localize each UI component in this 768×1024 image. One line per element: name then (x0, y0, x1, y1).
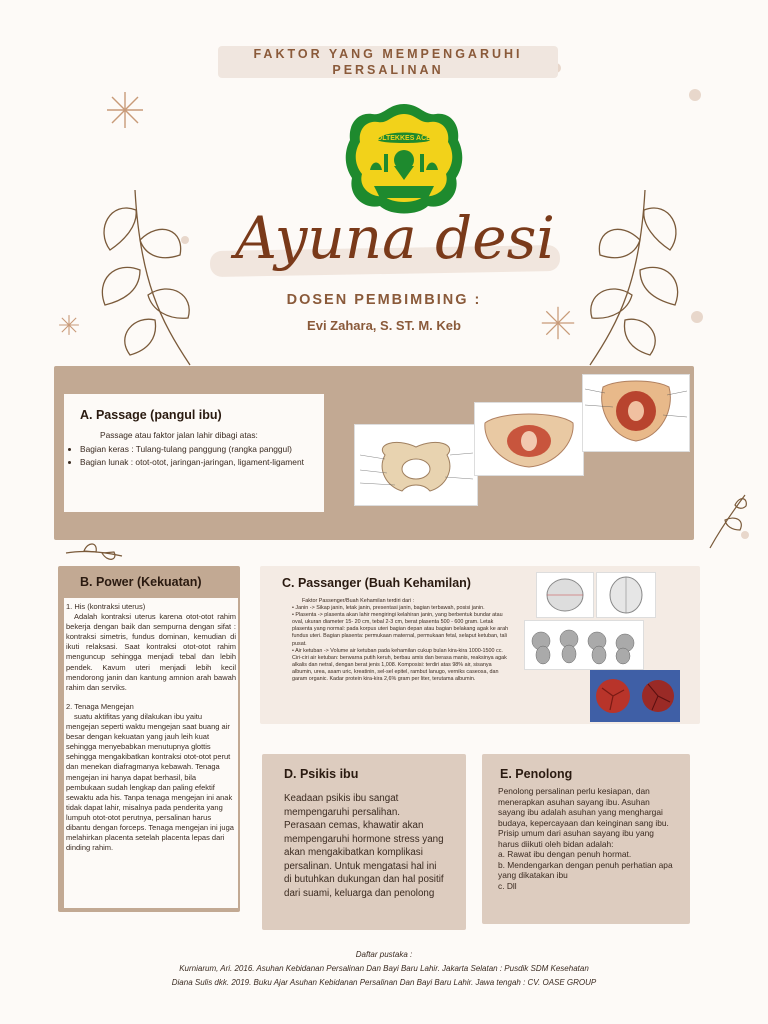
power-content (66, 602, 236, 853)
power-his-heading: 1. His (kontraksi uterus) (66, 602, 146, 611)
sparkle-icon (540, 305, 576, 341)
passanger-line: • Air ketuban -> Volume air ketuban pada kehamilan cukup bulan kira-kira 1000-1500 cc. Ciri-ciri air ketuban: berwarna putih keruh, berbau amis dan berasa manis, reaksinya agak alkalis dan netral, dengan berat jenis 1,008. Komposisi: terdiri atas 98% air, sisanya albumin, urea, asam uric, kreatinin, sel-sel epitel, rambut lanugo, verniks caseosa, dan garam organic. Kadar protein kira-kira 2,6% gram per liter, terutama albumin. (292, 647, 507, 683)
psikis-text: Keadaan psikis ibu sangat mempengaruhi persalihan. Perasaan cemas, khawatir akan mempengaruhi hormone stress yang akan mengakibatkan komplikasi persalinan. Untuk mengatasi hal ini di butuhkan dukungan dan hal positif dari suami, keluarga dan penolong (284, 793, 444, 899)
pelvis-muscle-illustration (474, 402, 584, 476)
power-his-text: Adalah kontraksi uterus karena otot-otot rahim bekerja dengan baik dan sempurna dengan sifat : kontraksi simetris, fundus dominan, kemudian di ikuti relaksasi. Saat kontraksi otot-otot rahim menguncup sehingga menjadi tebal dan lebih pendek. Kavum uteri menjadi lebih kecil mendorong janin dan kantung amnion arah bawah rahim dan serviks. (66, 612, 236, 692)
passage-intro: Passage atau faktor jalan lahir dibagi atas: (100, 430, 258, 440)
dot-decoration (740, 530, 750, 540)
pelvic-floor-illustration (582, 374, 690, 452)
penolong-content (498, 786, 674, 891)
placenta-image (590, 670, 636, 722)
passage-item: • Bagian keras : Tulang-tulang panggung (rangka panggul) (80, 444, 330, 455)
passanger-title: C. Passanger (Buah Kehamilan) (282, 576, 471, 590)
passage-title: A. Passage (pangul ibu) (80, 408, 222, 422)
leaf-branch-right-decoration (560, 170, 740, 370)
sparkle-icon (105, 90, 145, 130)
dot-decoration (688, 88, 702, 102)
author-name: Ayuna desi (235, 204, 555, 272)
dosen-name: Evi Zahara, S. ST. M. Keb (307, 318, 461, 333)
title-line-1: FAKTOR YANG MEMPENGARUHI (253, 47, 523, 61)
penolong-line: a. Rawat ibu dengan penuh hormat. (498, 849, 632, 859)
references-label: Daftar pustaka : (355, 950, 413, 959)
reference-item: Diana Sulis dkk. 2019. Buku Ajar Asuhan Kebidanan Persalinan Dan Bayi Baru Lahir. Jawa tengah : CV. OASE GROUP (171, 978, 597, 987)
power-mengejan-heading: 2. Tenaga Mengejan (66, 701, 134, 711)
power-title: B. Power (Kekuatan) (80, 575, 202, 589)
passanger-line: Faktor Passenger/Buah Kehamilan terdiri dari : (302, 598, 415, 604)
passanger-line: • Plasenta -> plasenta akan lahir mengiringi kelahiran janin, yang berbentuk bundar atau oval, ukuran diameter 15- 20 cm, tebal 2-3 cm, berat plasenta 500 - 600 gram. Letak plasenta yang normal: pada korpus uteri bagian depan atau bagian belakang agak ke arah fundus uteri. Bagian plasenta: permukaan maternal, permukaan fetal, selaput ketuban, tali pusat. (292, 612, 509, 647)
leaf-sprig-decoration (64, 538, 124, 568)
psikis-title: D. Psikis ibu (284, 767, 359, 781)
penolong-line: b. Mendengarkan dengan penuh perhatian apa yang dikatakan ibu (498, 859, 673, 880)
penolong-line: Penolong persalinan perlu kesiapan, dan menerapkan asuhan sayang ibu. Asuhan sayang ibu adalah asuhan yang menghargai budaya, kepercayaan dan keinginan sang ibu. (498, 786, 669, 828)
dot-decoration (690, 310, 704, 324)
dosen-label: DOSEN PEMBIMBING : (286, 292, 482, 308)
pelvis-bone-illustration (354, 424, 478, 506)
fetal-head-illustration (536, 572, 594, 618)
penolong-line: c. Dll (498, 880, 517, 891)
penolong-line: Prisip umum dari asuhan sayang ibu yang harus diikuti oleh bidan adalah: (498, 828, 654, 849)
leaf-branch-left-decoration (40, 170, 220, 370)
placenta-image (636, 670, 680, 722)
dot-decoration (180, 235, 190, 245)
passanger-content (292, 598, 510, 683)
power-mengejan-text: suatu aktifitas yang dilakukan ibu yaitu mengejan seperti waktu mengejan saat buang air besar dengan kekuatan yang jauh leih kuat sehingga menyebabkan menutupnya glottis sehingga mengakibatkan kontraksi otot-otot perut dan menekan diafragmanya kebawah. Tenaga mengejan ini hanya dapat berhasil, bila pembukaan sudah lengkap dan paling efektif sewaktu ada his. Tanpa tenaga mengejan ini anak tidak dapat lahir, misalnya pada penderita yang lumpuh otot-otot perutnya, persalinan harus dibantu dengan forceps. Tenaga mengejan ini juga melahirkan placenta setelah placenta lepas dari dinding rahim. (66, 711, 234, 853)
penolong-title: E. Penolong (500, 767, 573, 781)
title-line-2: PERSALINAN (332, 63, 444, 77)
sparkle-icon (58, 314, 80, 336)
fetal-skull-illustration (596, 572, 656, 618)
leaf-sprig-decoration (700, 490, 750, 550)
passage-item: • Bagian lunak : otot-otot, jaringan-jaringan, ligament-ligament (80, 457, 330, 468)
fetal-position-illustration (524, 620, 644, 670)
page-title (218, 46, 558, 78)
passage-list (66, 444, 330, 468)
reference-item: Kurniarum, Ari. 2016. Asuhan Kebidanan Persalinan Dan Bayi Baru Lahir. Jakarta Selatan : Pusdik SDM Kesehatan (179, 964, 589, 973)
logo-text: POLTEKKES ACEH (372, 135, 436, 142)
passanger-line: • Janin -> Sikap janin, letak janin, presentasi janin, bagian terbawah, posisi janin. (292, 605, 485, 612)
